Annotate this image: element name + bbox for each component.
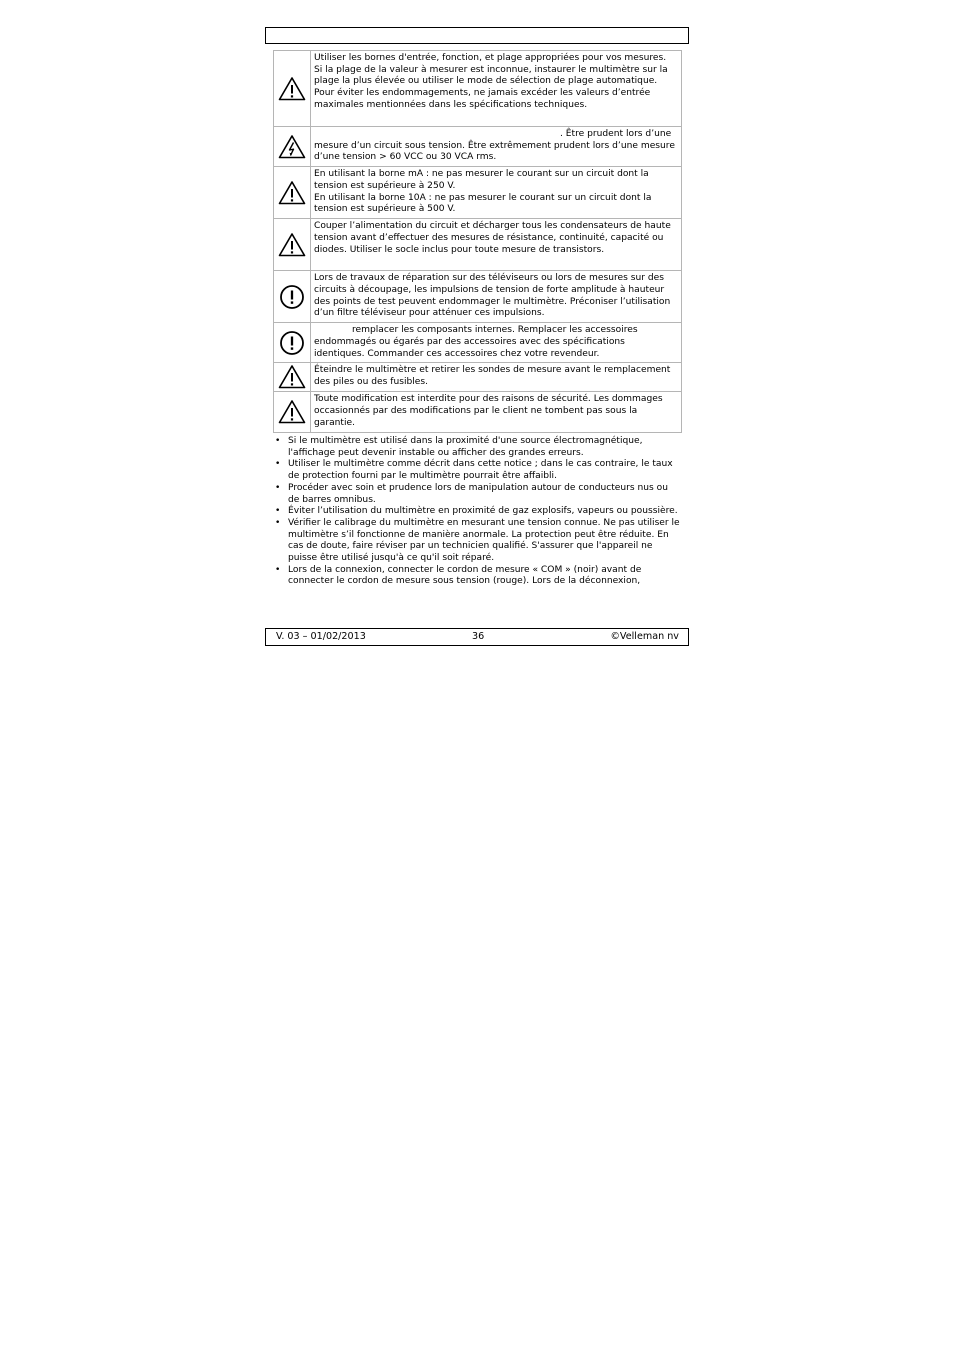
safety-row-text <box>311 392 682 433</box>
safety-row <box>274 271 682 323</box>
list-item-text: Utiliser le multimètre comme décrit dans cette notice ; dans le cas contraire, le taux de protection fourni par le multimètre pourrait être affaibli. <box>288 459 673 482</box>
safety-row <box>274 51 682 127</box>
safety-row-text <box>311 219 682 271</box>
safety-row-text <box>311 271 682 323</box>
list-item-text: Lors de la connexion, connecter le cordon de mesure « COM » (noir) avant de connecter le cordon de mesure sous tension (rouge). Lors de la déconnexion, <box>288 564 642 587</box>
safety-row-text <box>311 323 682 363</box>
warning-triangle-icon <box>278 399 306 425</box>
safety-paragraph: Toute modification est interdite pour des raisons de sécurité. Les dommages occasionnés par des modifications par le client ne tombent pas sous la garantie. <box>314 394 663 428</box>
list-item <box>273 506 682 518</box>
safety-row <box>274 323 682 363</box>
safety-row-icon-cell <box>274 51 311 127</box>
safety-paragraph: Couper l’alimentation du circuit et décharger tous les condensateurs de haute tension avant d’effectuer des mesures de résistance, continuité, capacité ou diodes. Utiliser le socle inclus pour toute mesure de transistors. <box>314 221 671 255</box>
footer-copyright: ©Velleman nv <box>610 631 679 642</box>
safety-row <box>274 392 682 433</box>
list-item-text: Éviter l’utilisation du multimètre en proximité de gaz explosifs, vapeurs ou poussière. <box>288 506 678 517</box>
safety-paragraph: Utiliser les bornes d'entrée, fonction, et plage appropriées pour vos mesures. Si la plage de la valeur à mesurer est inconnue, instaurer le multimètre sur la plage la plus élevée ou utiliser le mode de sélection de plage automatique. <box>314 53 668 87</box>
safety-row <box>274 127 682 167</box>
high-voltage-triangle-icon <box>278 134 306 160</box>
warning-triangle-icon <box>278 76 306 102</box>
warning-triangle-icon <box>278 180 306 206</box>
bullet-marker: • <box>275 506 281 517</box>
warning-triangle-icon <box>278 364 306 390</box>
exclamation-circle-icon <box>279 284 305 310</box>
list-item <box>273 436 682 459</box>
page-header-box <box>265 27 689 44</box>
warning-triangle-icon <box>278 232 306 258</box>
safety-warnings-table <box>273 50 682 433</box>
bullet-marker: • <box>275 564 281 575</box>
safety-row-text <box>311 167 682 219</box>
safety-paragraph: En utilisant la borne 10A : ne pas mesurer le courant sur un circuit dont la tension est supérieure à 500 V. <box>314 192 652 215</box>
safety-row-text <box>311 51 682 127</box>
list-item <box>273 459 682 482</box>
list-item-text: Vérifier le calibrage du multimètre en mesurant une tension connue. Ne pas utiliser le multimètre s’il fonctionne de manière anormale. La protection peut être réduite. En cas de doute, faire réviser par un technicien qualifié. S'assurer que l'appareil ne puisse être utilisé jusqu'à ce qu'il soit réparé. <box>288 517 680 564</box>
safety-row-icon-cell <box>274 127 311 167</box>
page-footer <box>265 628 689 646</box>
bullet-marker: • <box>275 517 281 528</box>
safety-row <box>274 219 682 271</box>
safety-row-text <box>311 127 682 167</box>
safety-row-icon-cell <box>274 363 311 392</box>
safety-paragraph: En utilisant la borne mA : ne pas mesurer le courant sur un circuit dont la tension est supérieure à 250 V. <box>314 169 649 191</box>
footer-page-number: 36 <box>472 631 485 642</box>
safety-row-icon-cell <box>274 219 311 271</box>
list-item <box>273 483 682 506</box>
safety-row-icon-cell <box>274 392 311 433</box>
list-item-text: Procéder avec soin et prudence lors de manipulation autour de conducteurs nus ou de barres omnibus. <box>288 482 669 505</box>
footer-version: V. 03 – 01/02/2013 <box>276 631 366 642</box>
safety-paragraph: Pour éviter les endommagements, ne jamais excéder les valeurs d’entrée maximales mentionnées dans les spécifications techniques. <box>314 88 651 110</box>
list-item <box>273 518 682 565</box>
safety-row <box>274 363 682 392</box>
list-item-text: Si le multimètre est utilisé dans la proximité d'une source électromagnétique, l'affichage peut devenir instable ou afficher des grandes erreurs. <box>288 436 643 458</box>
safety-row-icon-cell <box>274 323 311 363</box>
safety-paragraph: remplacer les composants internes. Remplacer les accessoires endommagés ou égarés par des accessoires avec des spécifications identiques. Commander ces accessoires chez votre revendeur. <box>314 325 638 359</box>
safety-row <box>274 167 682 219</box>
bullet-marker: • <box>275 459 281 470</box>
bullet-marker: • <box>275 482 281 493</box>
safety-paragraph: . Être prudent lors d’une mesure d’un circuit sous tension. Être extrêmement prudent lors d’une mesure d’une tension > 60 VCC ou 30 VCA rms. <box>314 129 675 163</box>
safety-row-text <box>311 363 682 392</box>
safety-row-icon-cell <box>274 271 311 323</box>
safety-paragraph: Éteindre le multimètre et retirer les sondes de mesure avant le remplacement des piles ou des fusibles. <box>314 365 671 387</box>
exclamation-circle-icon <box>279 330 305 356</box>
safety-paragraph: Lors de travaux de réparation sur des téléviseurs ou lors de mesures sur des circuits à découpage, les impulsions de tension de forte amplitude à hauteur des points de test peuvent endommager le multimètre. Préconiser l’utilisation d’un filtre téléviseur pour atténuer ces impulsions. <box>314 273 671 319</box>
safety-row-icon-cell <box>274 167 311 219</box>
safety-bullet-list <box>273 436 682 588</box>
bullet-marker: • <box>275 436 281 446</box>
list-item <box>273 565 682 588</box>
